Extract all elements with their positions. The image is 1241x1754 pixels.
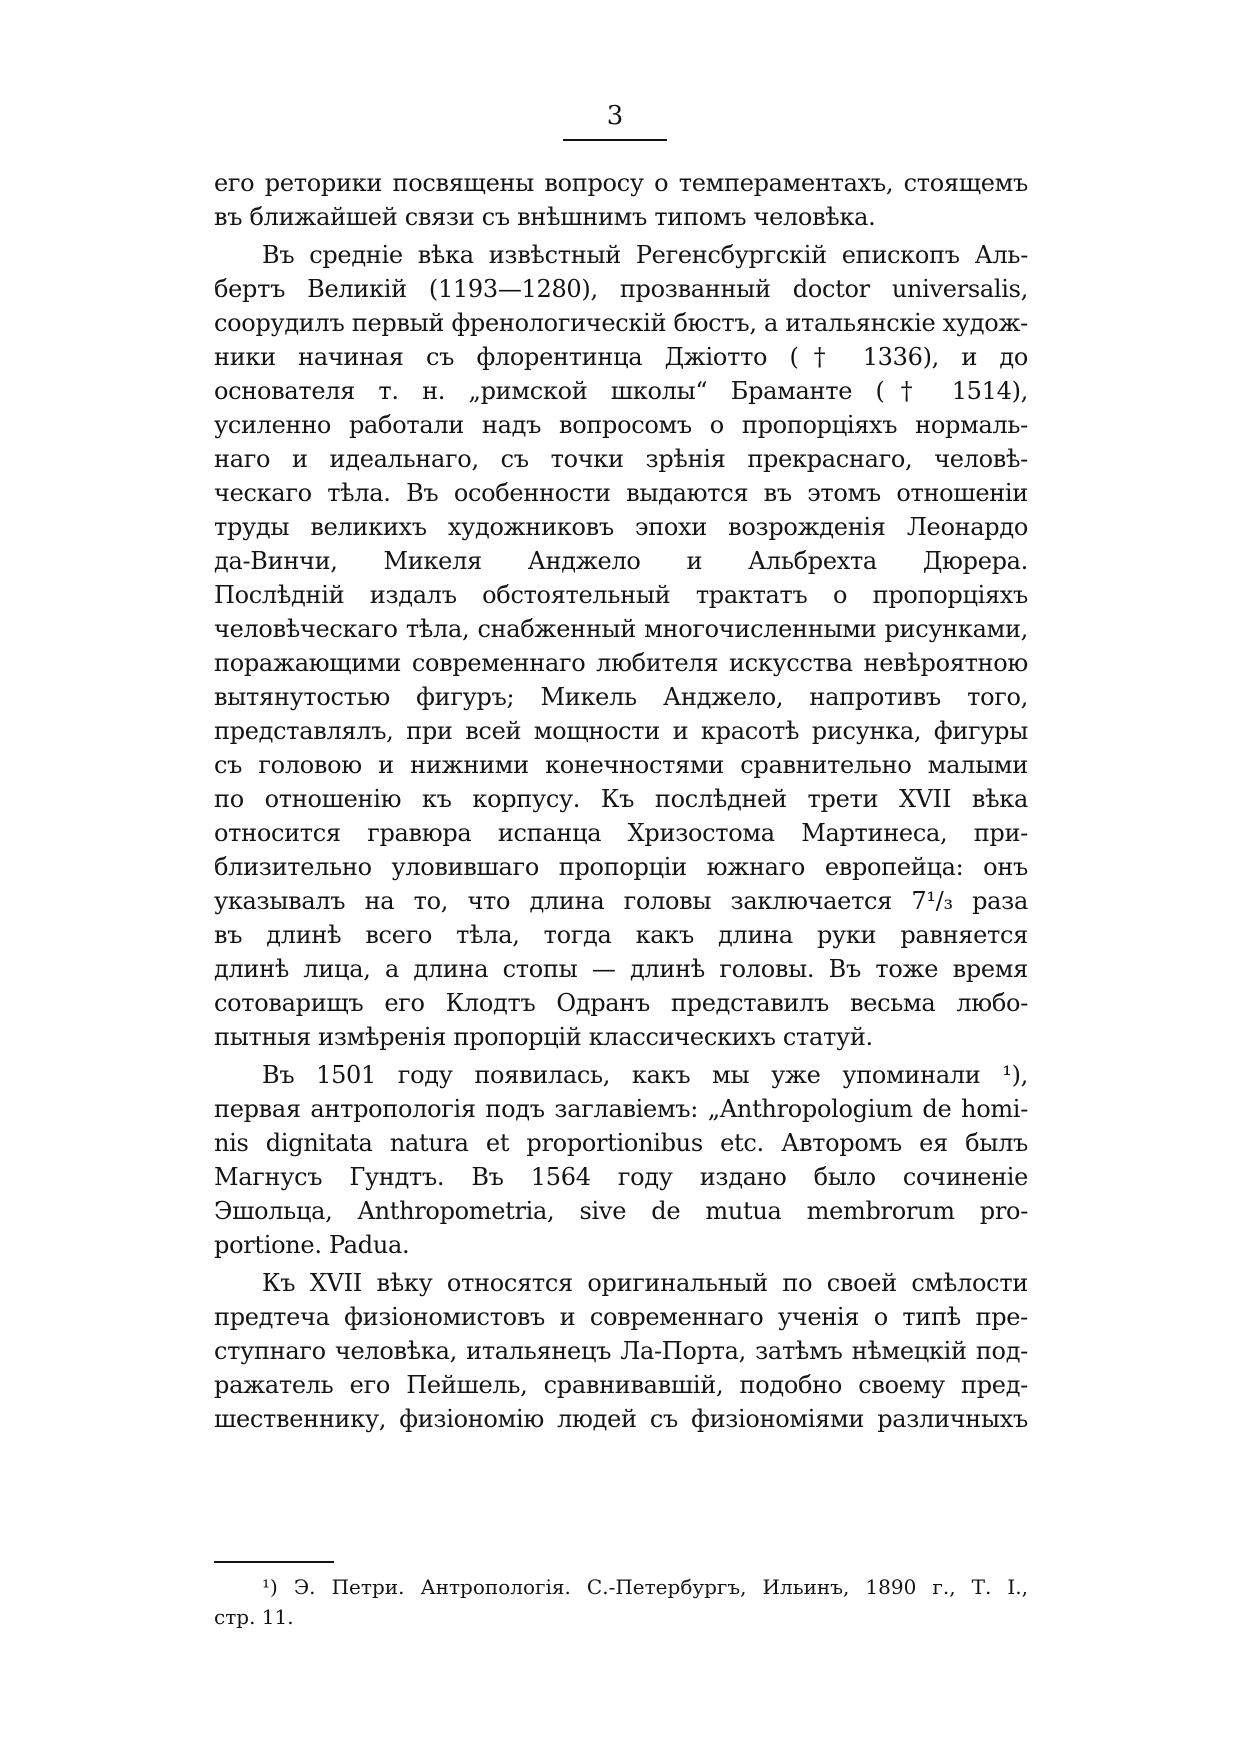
text-line: ступнаго человѣка, итальянецъ Ла-Порта, затѣмъ нѣмецкій под-: [214, 1337, 1028, 1365]
text-line: съ головою и нижними конечностями сравнительно малыми: [214, 751, 1028, 779]
text-line: представлялъ, при всей мощности и красотѣ рисунка, фигуры: [214, 717, 1028, 745]
text-line: Въ средніе вѣка извѣстный Регенсбургскій епископъ Аль-: [262, 241, 1028, 269]
text-line: предтеча физіономистовъ и современнаго ученія о типѣ пре-: [214, 1303, 1028, 1331]
text-line: длинѣ лица, а длина стопы — длинѣ головы. Въ тоже время: [214, 955, 1028, 983]
page-number-rule: [563, 139, 667, 141]
text-line: вытянутостью фигуръ; Микель Анджело, напротивъ того,: [214, 683, 1028, 711]
text-line: относится гравюра испанца Хризостома Мартинеса, при-: [214, 819, 1028, 847]
text-line: nis dignitata natura et proportionibus etc. Авторомъ ея былъ: [214, 1129, 1028, 1157]
text-line: усиленно работали надъ вопросомъ о пропорціяхъ нормаль-: [214, 411, 1028, 439]
body-text: [214, 166, 1028, 1436]
text-line: Въ 1501 году появилась, какъ мы уже упоминали ¹),: [262, 1061, 1028, 1089]
footnote-line: ¹) Э. Петри. Антропологія. С.-Петербургъ, Ильинъ, 1890 г., Т. I.,: [262, 1575, 1028, 1599]
page-number: 3: [606, 101, 624, 131]
text-line: бертъ Великій (1193—1280), прозванный doctor universalis,: [214, 275, 1028, 303]
text-line: человѣческаго тѣла, снабженный многочисленными рисунками,: [214, 615, 1028, 643]
text-line: portione. Padua.: [214, 1231, 410, 1259]
text-line: Эшольца, Anthropometria, sive de mutua membrorum pro-: [214, 1197, 1028, 1225]
text-line: его реторики посвящены вопросу о темпераментахъ, стоящемъ: [214, 169, 1028, 197]
text-line: въ ближайшей связи съ внѣшнимъ типомъ человѣка.: [214, 203, 876, 231]
text-line: поражающими современнаго любителя искусства невѣроятною: [214, 649, 1028, 677]
text-line: шественнику, физіономію людей съ физіономіями различныхъ: [214, 1405, 1028, 1433]
footnote-rule: [214, 1561, 334, 1563]
text-line: наго и идеальнаго, съ точки зрѣнія прекраснаго, человѣ-: [214, 445, 1028, 473]
text-line: по отношенію къ корпусу. Къ послѣдней трети XVII вѣка: [214, 785, 1028, 813]
text-line: труды великихъ художниковъ эпохи возрожденія Леонардо: [214, 513, 1028, 541]
text-line: да-Винчи, Микеля Анджело и Альбрехта Дюрера.: [214, 547, 1028, 575]
footnote-line: стр. 11.: [214, 1605, 294, 1629]
footnote: [214, 1572, 1028, 1632]
text-line: ражатель его Пейшель, сравнивавшій, подобно своему пред-: [214, 1371, 1028, 1399]
text-line: ники начиная съ флорентинца Джіотто († 1336), и до: [214, 343, 1028, 371]
text-line: соорудилъ первый френологическій бюстъ, а итальянскіе худож-: [214, 309, 1028, 337]
text-line: пытныя измѣренія пропорцій классическихъ статуй.: [214, 1023, 873, 1051]
text-line: близительно уловившаго пропорціи южнаго европейца: онъ: [214, 853, 1028, 881]
text-line: Послѣдній издалъ обстоятельный трактатъ о пропорціяхъ: [214, 581, 1028, 609]
text-line: основателя т. н. „римской школы“ Браманте († 1514),: [214, 377, 1028, 405]
text-line: сотоварищъ его Клодтъ Одранъ представилъ весьма любо-: [214, 989, 1028, 1017]
text-line: Къ XVII вѣку относятся оригинальный по своей смѣлости: [262, 1269, 1028, 1297]
text-line: указывалъ на то, что длина головы заключается 7¹/₃ раза: [214, 887, 1028, 915]
text-line: въ длинѣ всего тѣла, тогда какъ длина руки равняется: [214, 921, 1028, 949]
text-line: первая антропологія подъ заглавіемъ: „Anthropologium de homi-: [214, 1095, 1028, 1123]
text-line: ческаго тѣла. Въ особенности выдаются въ этомъ отношеніи: [214, 479, 1028, 507]
text-line: Магнусъ Гундтъ. Въ 1564 году издано было сочиненіе: [214, 1163, 1028, 1191]
